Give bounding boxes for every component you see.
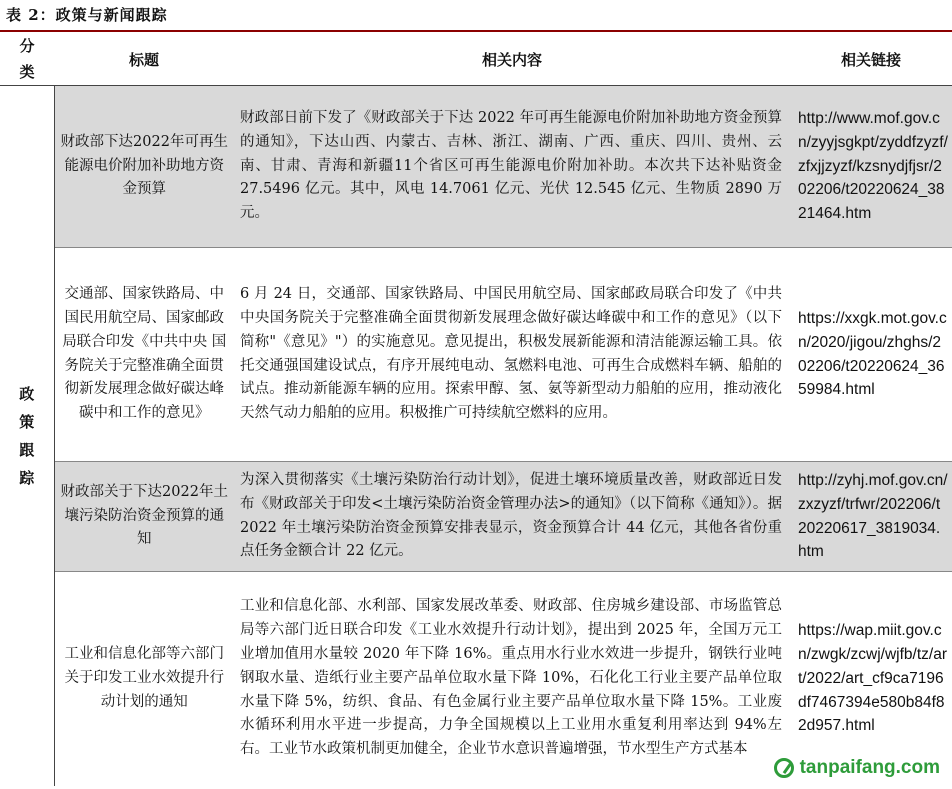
table-caption: 表 2：政策与新闻跟踪: [6, 6, 168, 24]
row-content: 为深入贯彻落实《土壤污染防治行动计划》，促进土壤环境质量改善，财政部近日发布《财政部关于印发<土壤污染防治资金管理办法>的通知》（以下简称《通知》）。据 2022 年土壤污染防治资金预算安排表显示，资金预算合计 44 亿元，其他各省份重点任务金额合计 22 亿元。: [234, 462, 790, 572]
row-content: 工业和信息化部、水利部、国家发展改革委、财政部、住房城乡建设部、市场监管总局等六部门近日联合印发《工业水效提升行动计划》，提出到 2025 年，全国万元工业增加值用水量较 2020 年下降 16%。重点用水行业水效进一步提升，钢铁行业吨钢取水量、造纸行业主要产品单位取水量下降 10%，石化化工行业主要产品单位取水量下降 5%，纺织、食品、有色金属行业主要产品单位取水量下降 15%。工业废水循环利用水平进一步提高，力争全国规模以上工业用水重复利用率达到 94%左右。工业节水政策机制更加健全，企业节水意识普遍增强，节水型生产方式基本: [234, 572, 790, 786]
row-link[interactable]: http://zyhj.mof.gov.cn/zxzyzf/trfwr/202206/t20220617_3819034.htm: [790, 462, 952, 572]
row-link[interactable]: http://www.mof.gov.cn/zyyjsgkpt/zyddfzyzf/zfxjjzyzf/kzsnydjfjsr/202206/t20220624_3821464.htm: [790, 86, 952, 248]
row-content: 财政部日前下发了《财政部关于下达 2022 年可再生能源电价附加补助地方资金预算的通知》，下达山西、内蒙古、吉林、浙江、湖南、广西、重庆、四川、贵州、云南、甘肃、青海和新疆11个省区可再生能源电价附加补助。本次共下达补贴资金 27.5496 亿元。其中，风电 14.7061 亿元、光伏 12.545 亿元、生物质 2890 万元。: [234, 86, 790, 248]
row-content: 6 月 24 日，交通部、国家铁路局、中国民用航空局、国家邮政局联合印发了《中共中央国务院关于完整准确全面贯彻新发展理念做好碳达峰碳中和工作的意见》（以下简称"《意见》"）的实施意见。意见提出，积极发展新能源和清洁能源运输工具。依托交通强国建设试点，有序开展纯电动、氢燃料电池、可再生合成燃料车辆、船舶的试点。推动新能源车辆的应用。探索甲醇、氢、氨等新型动力船舶的应用，推动液化天然气动力船舶的应用。积极推广可持续航空燃料的应用。: [234, 248, 790, 462]
header-content: 相关内容: [234, 33, 790, 86]
row-link[interactable]: https://xxgk.mot.gov.cn/2020/jigou/zhghs/202206/t20220624_3659984.html: [790, 248, 952, 462]
caption-rule: [0, 30, 952, 32]
row-title: 交通部、国家铁路局、中国民用航空局、国家邮政局联合印发《中共中央 国务院关于完整准确全面贯彻新发展理念做好碳达峰碳中和工作的意见》: [54, 248, 234, 462]
watermark: [770, 755, 944, 781]
header-category: 分类: [0, 33, 54, 86]
table-row: [0, 86, 952, 248]
leaf-logo-icon: [774, 758, 794, 778]
row-title: 财政部下达2022年可再生能源电价附加补助地方资金预算: [54, 86, 234, 248]
header-link: 相关链接: [790, 33, 952, 86]
table-header-row: [0, 33, 952, 86]
watermark-text: tanpaifang.com: [799, 757, 940, 778]
row-link[interactable]: https://wap.miit.gov.cn/zwgk/zcwj/wjfb/tz/art/2022/art_cf9ca7196df7467394e580b84f82d957.html: [790, 572, 952, 786]
category-cell: [0, 86, 54, 786]
table-row: [0, 462, 952, 572]
row-title: 工业和信息化部等六部门关于印发工业水效提升行动计划的通知: [54, 572, 234, 786]
table-row: [0, 572, 952, 786]
category-label: 政策跟踪: [19, 384, 35, 487]
row-title: 财政部关于下达2022年土壤污染防治资金预算的通知: [54, 462, 234, 572]
table-row: [0, 248, 952, 462]
policy-news-table: [0, 33, 952, 786]
header-title: 标题: [54, 33, 234, 86]
